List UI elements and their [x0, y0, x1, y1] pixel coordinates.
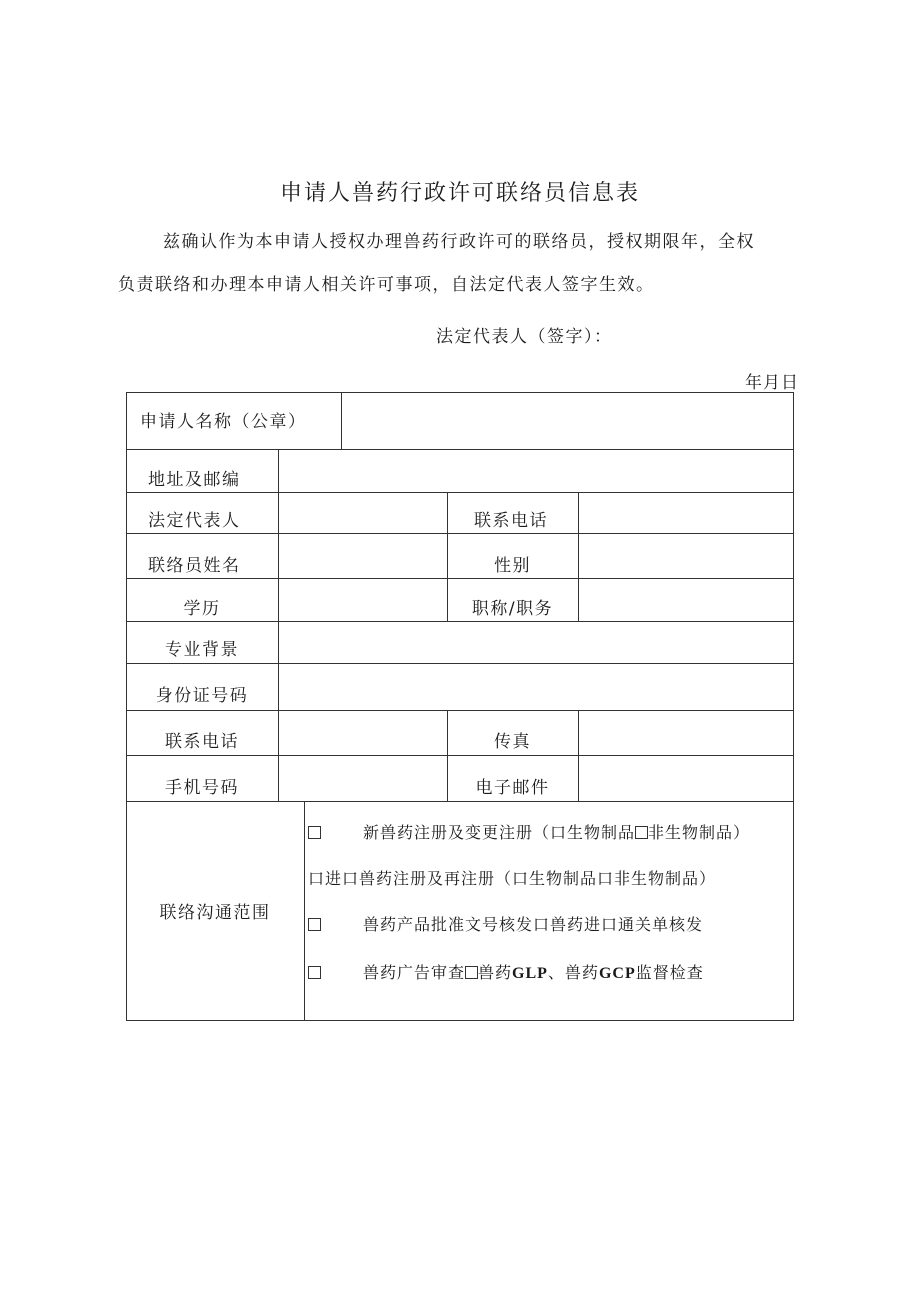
email-field[interactable] — [579, 756, 793, 801]
education-field[interactable] — [279, 579, 447, 621]
scope-row-1-text-b: 非生物制品） — [648, 823, 751, 842]
label-scope: 联络沟通范围 — [159, 903, 271, 923]
gender-field[interactable] — [579, 534, 793, 578]
page-title: 申请人兽药行政许可联络员信息表 — [279, 181, 640, 206]
scope-row-2-text: 进口兽药注册及再注册（口生物制品口非生物制品） — [325, 869, 717, 888]
col-line — [304, 801, 305, 1020]
checkbox-ad-review[interactable] — [308, 966, 321, 979]
label-mobile: 手机号码 — [165, 778, 239, 798]
scope-row-2 — [308, 866, 716, 889]
scope-row-4-b: 兽药 — [478, 963, 513, 982]
applicant-name-field[interactable] — [342, 393, 793, 449]
signature-label: 法定代表人（签字）： — [436, 327, 613, 347]
scope-row-1-text: 新兽药注册及变更注册（口生物制品 — [363, 823, 636, 842]
scope-row-4-a: 兽药广告审查 — [363, 963, 466, 982]
scope-row-4-c: 、兽药 — [547, 963, 599, 982]
scope-row-4-glp: GLP — [512, 965, 548, 982]
title-position-field[interactable] — [579, 579, 793, 621]
checkbox-approval-number[interactable] — [308, 918, 321, 931]
label-applicant-name: 申请人名称（公章） — [140, 412, 307, 432]
form-border-left — [126, 392, 127, 1021]
label-legal-rep: 法定代表人 — [148, 511, 241, 531]
label-gender: 性别 — [494, 556, 531, 576]
intro-line-1: 兹确认作为本申请人授权办理兽药行政许可的联络员，授权期限年，全权 — [163, 232, 755, 252]
label-fax: 传真 — [494, 732, 531, 752]
checkbox-non-bio-1[interactable] — [635, 826, 648, 839]
label-contact-phone: 联系电话 — [474, 511, 548, 531]
background-field[interactable] — [279, 622, 793, 663]
address-field[interactable] — [279, 450, 793, 492]
label-education: 学历 — [183, 599, 221, 619]
checkbox-new-drug[interactable] — [308, 826, 321, 839]
scope-row-1 — [308, 820, 750, 843]
liaison-name-field[interactable] — [279, 534, 447, 578]
scope-row-3-text: 兽药产品批准文号核发口兽药进口通关单核发 — [363, 915, 704, 934]
liaison-info-form — [126, 392, 794, 1021]
date-label: 年月日 — [745, 373, 799, 393]
label-id-number: 身份证号码 — [155, 686, 249, 706]
label-liaison-name: 联络员姓名 — [148, 556, 241, 576]
mobile-field[interactable] — [279, 756, 447, 801]
label-email: 电子邮件 — [475, 778, 550, 798]
intro-line-2: 负责联络和办理本申请人相关许可事项，自法定代表人签字生效。 — [118, 275, 655, 295]
checkbox-import-drug[interactable]: 口 — [308, 869, 326, 888]
id-number-field[interactable] — [279, 664, 793, 710]
scope-row-4 — [308, 960, 704, 983]
row-line — [126, 801, 794, 802]
label-background: 专业背景 — [165, 640, 239, 660]
label-title-position: 职称/职务 — [471, 599, 554, 619]
label-address: 地址及邮编 — [148, 470, 241, 490]
phone-field[interactable] — [279, 711, 447, 755]
form-border-bottom — [126, 1020, 794, 1021]
checkbox-glp-gcp[interactable] — [465, 966, 478, 979]
contact-phone-field[interactable] — [579, 493, 793, 533]
form-border-right — [793, 392, 794, 1021]
label-phone: 联系电话 — [165, 732, 239, 752]
scope-row-4-gcp: GCP — [598, 965, 636, 982]
legal-rep-field[interactable] — [279, 493, 447, 533]
scope-row-3 — [308, 912, 703, 935]
fax-field[interactable] — [579, 711, 793, 755]
scope-row-4-d: 监督检查 — [635, 963, 704, 982]
